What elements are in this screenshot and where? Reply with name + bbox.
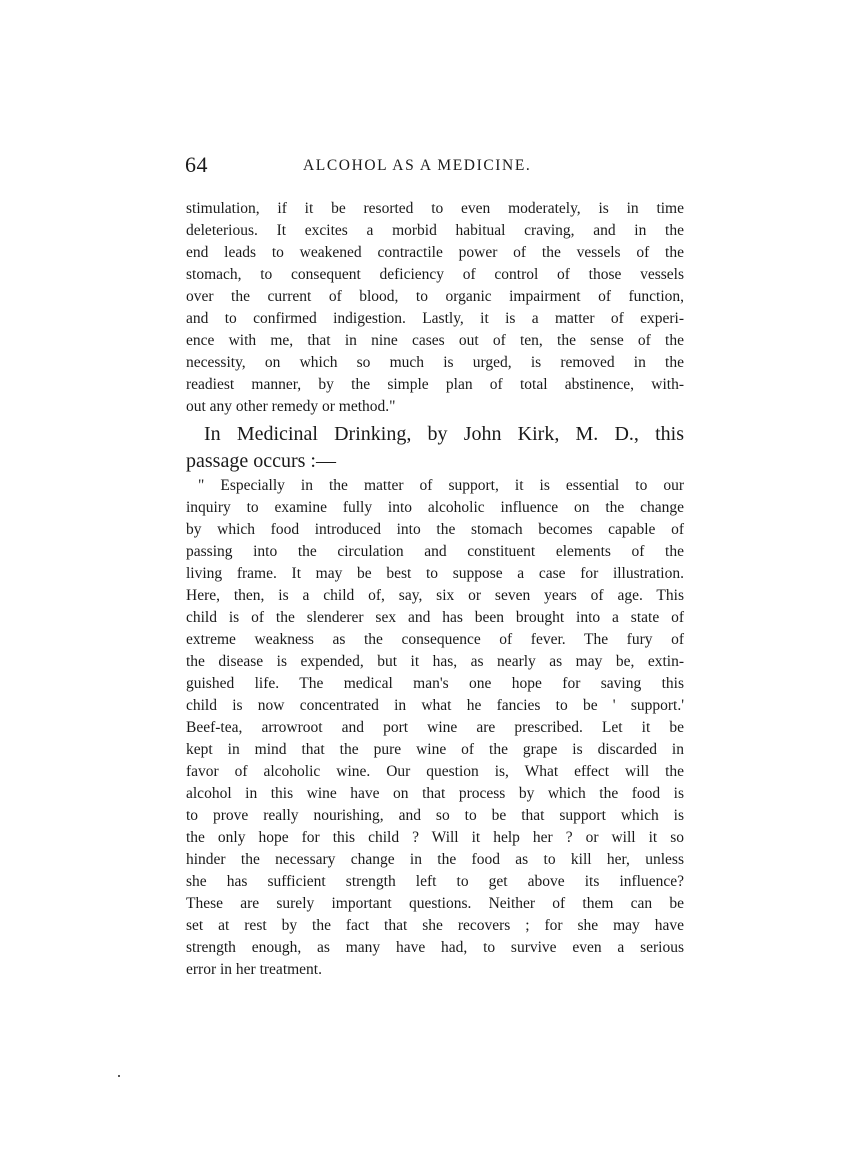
text-line: These are surely important questions. Neither of them can be <box>186 895 684 912</box>
text-line: Beef-tea, arrowroot and port wine are prescribed. Let it be <box>186 719 684 736</box>
text-line: child is now concentrated in what he fancies to be ' support.' <box>186 697 684 714</box>
text-line: Here, then, is a child of, say, six or seven years of age. This <box>186 587 684 604</box>
text-line: error in her treatment. <box>186 961 322 978</box>
text-line: extreme weakness as the consequence of fever. The fury of <box>186 631 684 648</box>
text-line: by which food introduced into the stomach becomes capable of <box>186 521 684 538</box>
text-line: over the current of blood, to organic impairment of function, <box>186 288 684 305</box>
text-line: stimulation, if it be resorted to even moderately, is in time <box>186 200 684 217</box>
text-line: she has sufficient strength left to get above its influence? <box>186 873 684 890</box>
text-line: stomach, to consequent deficiency of control of those vessels <box>186 266 684 283</box>
text-line: the disease is expended, but it has, as nearly as may be, extin- <box>186 653 684 670</box>
text-line: and to confirmed indigestion. Lastly, it is a matter of experi- <box>186 310 684 327</box>
text-line: readiest manner, by the simple plan of total abstinence, with- <box>186 376 684 393</box>
text-line: deleterious. It excites a morbid habitual craving, and in the <box>186 222 684 239</box>
body-text <box>186 198 684 981</box>
text-line: ence with me, that in nine cases out of ten, the sense of the <box>186 332 684 349</box>
stray-ink-mark <box>118 1075 120 1077</box>
intro-line: passage occurs :— <box>186 450 336 472</box>
text-line: alcohol in this wine have on that process by which the food is <box>186 785 684 802</box>
text-line: inquiry to examine fully into alcoholic influence on the change <box>186 499 684 516</box>
text-line: favor of alcoholic wine. Our question is, What effect will the <box>186 763 684 780</box>
running-title: ALCOHOL AS A MEDICINE. <box>303 157 532 174</box>
quoted-passage <box>186 475 684 981</box>
text-line: to prove really nourishing, and so to be that support which is <box>186 807 684 824</box>
paragraph-1 <box>186 198 684 418</box>
page-number: 64 <box>185 152 208 177</box>
text-line: the only hope for this child ? Will it help her ? or will it so <box>186 829 684 846</box>
text-line: " Especially in the matter of support, it is essential to our <box>198 477 684 494</box>
text-line: living frame. It may be best to suppose a case for illustration. <box>186 565 684 582</box>
intro-paragraph <box>186 421 684 475</box>
text-line: hinder the necessary change in the food as to kill her, unless <box>186 851 684 868</box>
text-line: strength enough, as many have had, to survive even a serious <box>186 939 684 956</box>
text-line: child is of the slenderer sex and has been brought into a state of <box>186 609 684 626</box>
text-line: kept in mind that the pure wine of the grape is discarded in <box>186 741 684 758</box>
text-line: passing into the circulation and constituent elements of the <box>186 543 684 560</box>
page-header <box>185 152 685 182</box>
text-line: guished life. The medical man's one hope for saving this <box>186 675 684 692</box>
intro-line: In Medicinal Drinking, by John Kirk, M. D., this <box>204 423 684 445</box>
text-line: out any other remedy or method." <box>186 398 396 415</box>
text-line: set at rest by the fact that she recovers ; for she may have <box>186 917 684 934</box>
text-line: end leads to weakened contractile power of the vessels of the <box>186 244 684 261</box>
text-line: necessity, on which so much is urged, is removed in the <box>186 354 684 371</box>
